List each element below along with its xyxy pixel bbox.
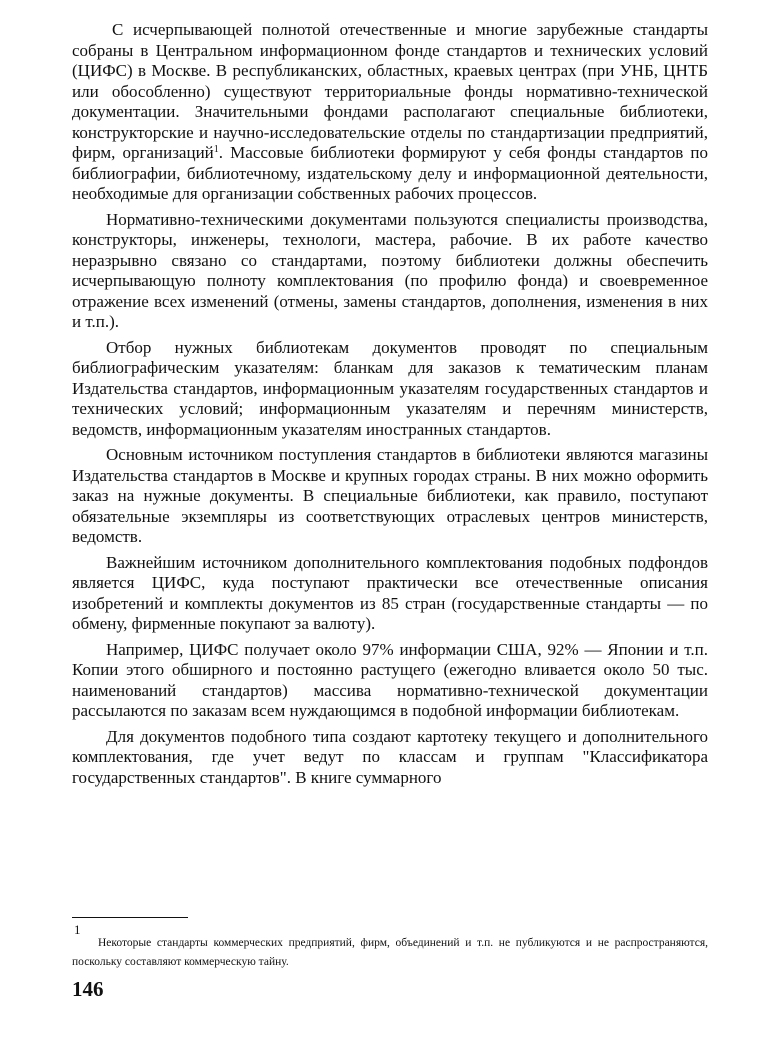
paragraph-1-text: С исчерпывающей полнотой отечественные и многие зарубежные стандарты собраны в Центральном информационном фонде стандартов и технических условий (ЦИФС) в Москве. В республиканских, областных, краевых центрах (при УНБ, ЦНТБ или обособленно) существуют территориальные фонды нормативно-технической документации. Значительными фондами располагают специальные библиотеки, конструкторские и научно-исследовательские отделы по стандартизации предприятий, фирм, организаций — [72, 20, 708, 162]
paragraph-2: Нормативно-техническими документами пользуются специалисты производства, конструкторы, инженеры, технологи, мастера, рабочие. В их работе качество неразрывно связано со стандартами, поэтому библиотеки должны обеспечить исчерпывающую полноту комплектования (по профилю фонда) и своевременное отражение всех изменений (отмены, замены стандартов, дополнения, изменения в них и т.п.). — [72, 209, 708, 331]
footnote-mark: 1 — [74, 922, 81, 937]
paragraph-7: Для документов подобного типа создают картотеку текущего и дополнительного комплектования, где учет ведут по классам и группам "Классификатора государственных стандартов". В книге суммарного — [72, 726, 708, 787]
footnote-divider — [72, 917, 188, 918]
footnote: Некоторые стандарты коммерческих предприятий, фирм, объединений и т.п. не публикуются и не распространяются, поскольку составляют коммерческую тайну. — [72, 937, 708, 968]
page-number: 146 — [72, 977, 104, 1001]
paragraph-1-continuation: . Массовые библиотеки формируют у себя фонды стандартов по библиографии, библиотечному, издательскому делу и информационной деятельности, необходимые для организации собственных рабочих процессов. — [72, 143, 708, 203]
paragraph-4: Основным источником поступления стандартов в библиотеки являются магазины Издательства стандартов в Москве и крупных городах страны. В них можно оформить заказ на нужные документы. В специальные библиотеки, как правило, поступают обязательные экземпляры из соответствующих отраслевых центров министерств, ведомств. — [72, 445, 708, 546]
paragraph-1 — [72, 20, 708, 205]
paragraph-3: Отбор нужных библиотекам документов проводят по специальным библиографическим указателям: бланкам для заказов к тематическим планам Издательства стандартов, информационным указателям государственных стандартов и технических условий; информационным указателям и перечням министерств, ведомств, информационным указателям иностранных стандартов. — [72, 337, 708, 439]
footnote-reference[interactable]: 1 — [213, 144, 219, 155]
body-text — [72, 20, 708, 793]
paragraph-5: Важнейшим источником дополнительного комплектования подобных подфондов является ЦИФС, куда поступают практически все отечественные описания изобретений и комплекты документов из 85 стран (государственные стандарты — по обмену, фирменные покупают за валюту). — [72, 552, 708, 633]
paragraph-6: Например, ЦИФС получает около 97% информации США, 92% — Японии и т.п. Копии этого обширного и постоянно растущего (ежегодно вливается около 50 тыс. наименований стандартов) массива нормативно-технической документации рассылаются по заказам всем нуждающимся в подобной информации библиотекам. — [72, 639, 708, 720]
